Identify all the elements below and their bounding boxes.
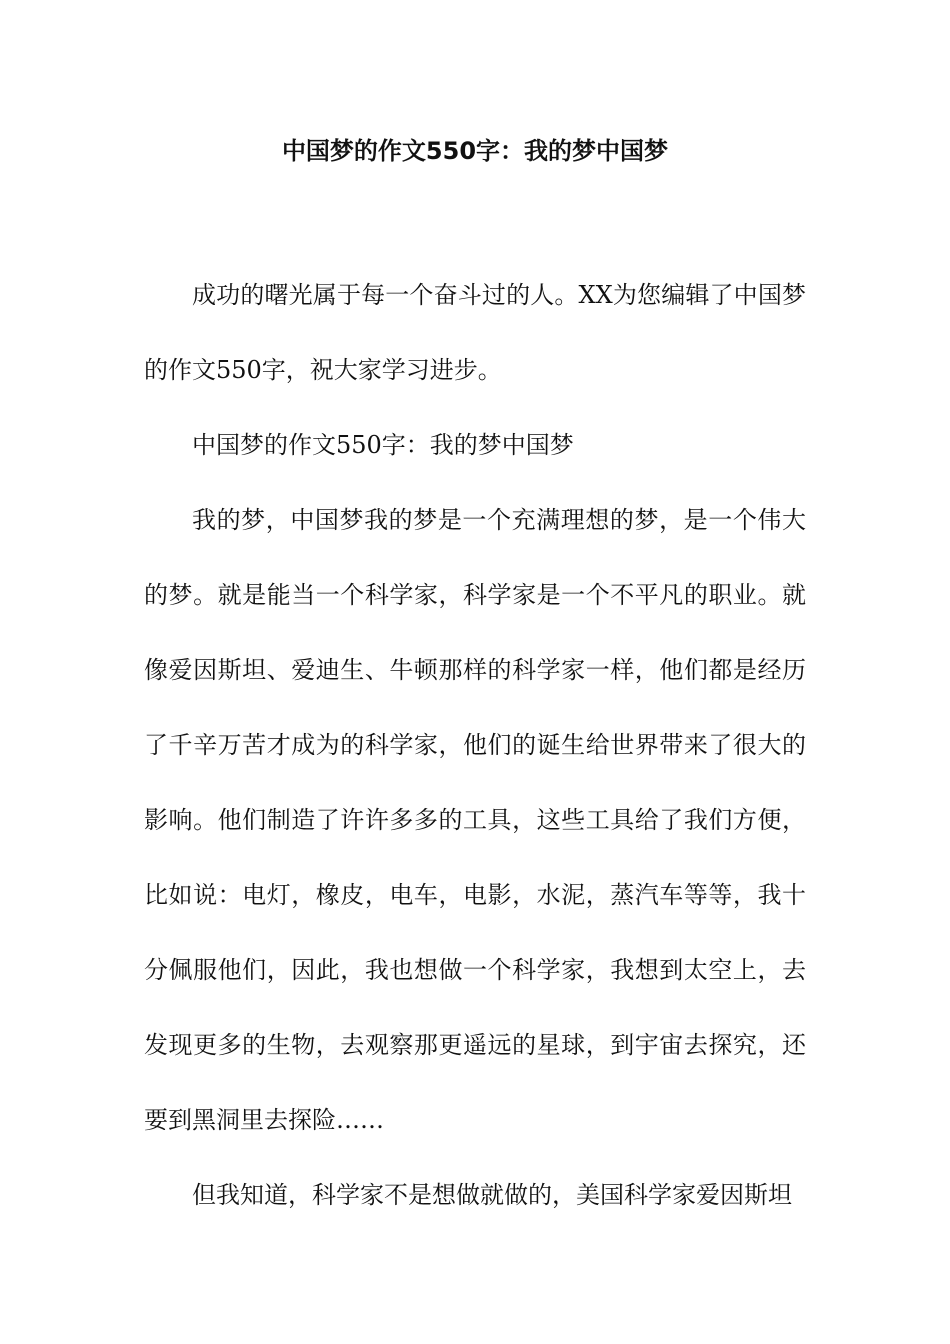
paragraph-subtitle: 中国梦的作文550字：我的梦中国梦 bbox=[192, 431, 574, 459]
document-title: 中国梦的作文550字：我的梦中国梦 bbox=[281, 137, 669, 165]
paragraph-intro: 成功的曙光属于每一个奋斗过的人。XX为您编辑了中国梦的作文550字，祝大家学习进步。 bbox=[144, 281, 806, 384]
document-body bbox=[144, 258, 806, 1233]
paragraph-continuation: 但我知道，科学家不是想做就做的，美国科学家爱因斯坦 bbox=[192, 1181, 792, 1209]
paragraph-dream: 我的梦，中国梦我的梦是一个充满理想的梦，是一个伟大的梦。就是能当一个科学家，科学家是一个不平凡的职业。就像爱因斯坦、爱迪生、牛顿那样的科学家一样，他们都是经历了千辛万苦才成为的科学家，他们的诞生给世界带来了很大的影响。他们制造了许许多多的工具，这些工具给了我们方便，比如说：电灯，橡皮，电车，电影，水泥，蒸汽车等等，我十分佩服他们，因此，我也想做一个科学家，我想到太空上，去发现更多的生物，去观察那更遥远的星球，到宇宙去探究，还要到黑洞里去探险…… bbox=[144, 506, 806, 1134]
